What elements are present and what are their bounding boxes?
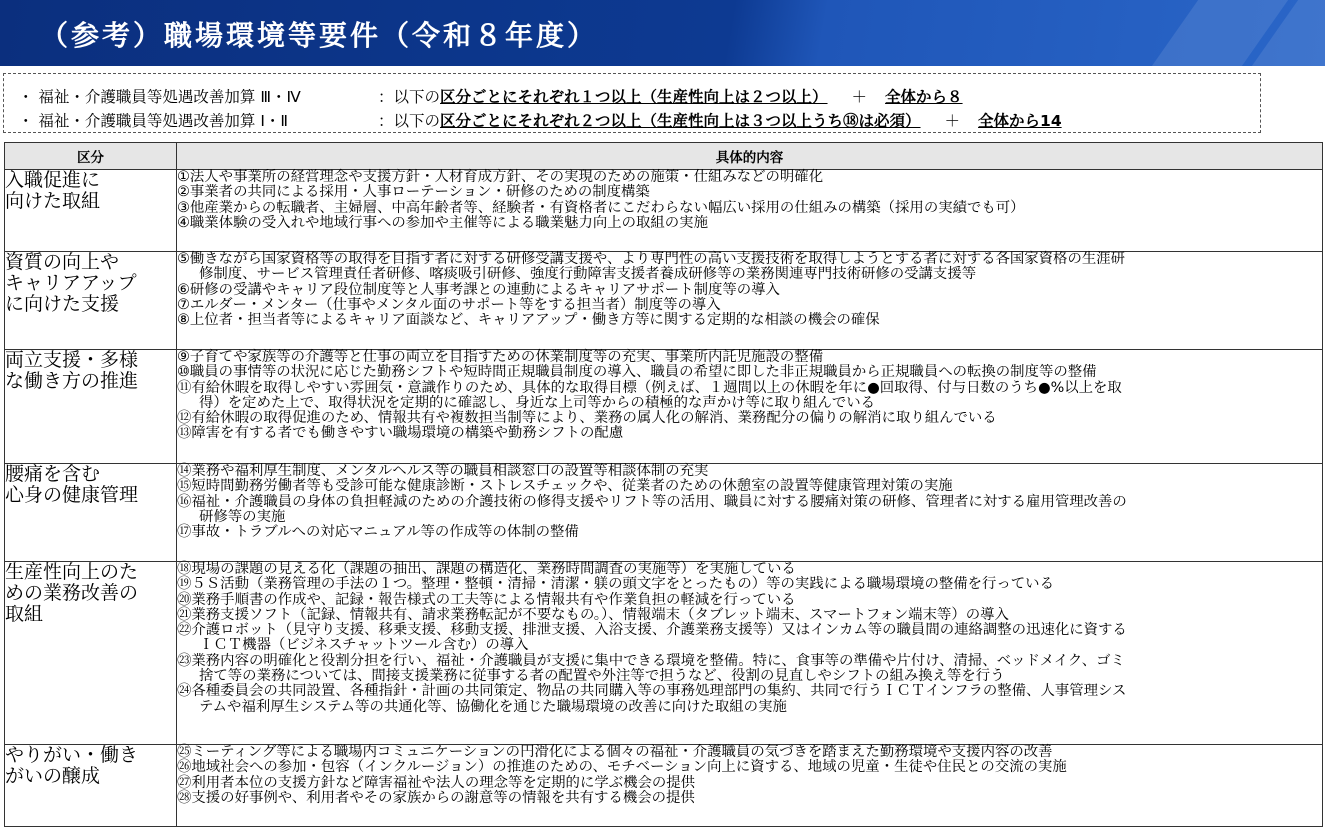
table-row [5,464,1323,562]
category-label: 向けた取組 [5,190,101,212]
list-item: ①法人や事業所の経営理念や支援方針・人材育成方針、その実現のための施策・仕組みなどの明確化 [177,169,824,185]
list-item: 修制度、サービス管理責任者研修、喀痰吸引研修、強度行動障害支援者養成研修等の業務関連専門技術研修の受講支援等 [199,266,977,283]
category-cell [5,252,177,350]
category-label: 両立支援・多様 [5,349,139,371]
category-label: 心身の健康管理 [5,484,139,506]
list-item: 研修等の実施 [199,508,286,525]
list-item: ⑤働きながら国家資格等の取得を目指す者に対する研修受講支援や、より専門性の高い支援技術を取得しようとする者に対する各国家資格の生涯研 [177,251,1126,267]
requirement-line [18,109,1062,131]
category-cell [5,170,177,252]
requirement-emphasis: 区分ごとにそれぞれ２つ以上（生産性向上は３つ以上うち⑱は必須） [440,112,921,130]
list-item: ⑯福祉・介護職員の身体の負担軽減のための介護技術の修得支援やリフト等の活用、職員に対する腰痛対策の研修、管理者に対する雇用管理改善の [177,493,1127,510]
category-cell [5,350,177,464]
list-item: ⑥研修の受講やキャリア段位制度等と人事考課との連動によるキャリアサポート制度等の導入 [177,281,780,298]
table-row [5,252,1323,350]
list-item: ⑪有給休暇を取得しやすい雰囲気・意識作りのため、具体的な取得目標（例えば、１週間以上の休暇を年に●回取得、付与日数のうち●%以上を取 [177,379,1122,396]
requirement-plus: ＋ [944,112,961,130]
list-item: ＩＣＴ機器（ビジネスチャットツール含む）の導入 [199,637,529,654]
list-item: ㉗利用者本位の支援方針など障害福祉や法人の理念等を定期的に学ぶ機会の提供 [177,774,696,791]
table-row [5,170,1323,252]
table-row [5,562,1323,745]
list-item: ⑦エルダー・メンター（仕事やメンタル面のサポート等をする担当者）制度等の導入 [177,296,721,313]
list-item: ㉔各種委員会の共同設置、各種指針・計画の共同策定、物品の共同購入等の事務処理部門の集約、共同で行うＩＣＴインフラの整備、人事管理シス [177,683,1127,700]
list-item: ⑩職員の事情等の状況に応じた勤務シフトや短時間正規職員制度の導入、職員の希望に即した非正規職員から正規職員への転換の制度等の整備 [177,364,1097,381]
list-item: ㉕ミーティング等による職場内コミュニケーションの円滑化による個々の福祉・介護職員の気づきを踏まえた勤務環境や支援内容の改善 [177,744,1053,760]
content-cell [177,350,1323,464]
category-label: 資質の向上や [5,251,120,273]
list-item: ⑰事故・トラブルへの対応マニュアル等の作成等の体制の整備 [177,524,579,541]
page-header [0,0,1325,66]
table-row [5,745,1323,827]
list-item: ②事業者の共同による採用・人事ローテーション・研修のための制度構築 [177,184,650,201]
requirement-line [18,85,963,107]
category-cell [5,464,177,562]
list-item: ⑲５Ｓ活動（業務管理の手法の１つ。整理・整頓・清掃・清潔・躾の頭文字をとったもの）等の実践による職場環境の整備を行っている [177,576,1054,593]
category-label: やりがい・働き [5,744,139,766]
content-cell [177,464,1323,562]
page-title: （参考）職場環境等要件（令和８年度） [40,19,599,52]
requirement-plus: ＋ [851,88,868,106]
list-item: ⑨子育てや家族等の介護等と仕事の両立を目指すための休業制度等の充実、事業所内託児施設の整備 [177,349,824,365]
list-item: ㉑業務支援ソフト（記録、情報共有、請求業務転記が不要なもの。）、情報端末（タブレット端末、スマートフォン端末等）の導入 [177,606,1009,623]
requirement-label: ・ 福祉・介護職員等処遇改善加算 Ⅰ・Ⅱ [18,112,289,130]
category-cell [5,562,177,745]
category-label: に向けた支援 [5,293,120,315]
category-label: 腰痛を含む [5,463,101,485]
list-item: ⑧上位者・担当者等によるキャリア面談など、キャリアアップ・働き方等に関する定期的な相談の機会の確保 [177,312,880,329]
list-item: ⑳業務手順書の作成や、記録・報告様式の工夫等による情報共有や作業負担の軽減を行っている [177,591,796,608]
requirement-colon: ：以下の [378,112,441,130]
list-item: 捨て等の業務については、間接支援業務に従事する者の配置や外注等で担うなど、役割の見直しやシフトの組み換え等を行う [199,668,1005,685]
list-item: ③他産業からの転職者、主婦層、中高年齢者等、経験者・有資格者にこだわらない幅広い採用の仕組みの構築（採用の実績でも可） [177,199,1025,216]
category-label: めの業務改善の [5,582,139,604]
category-label: キャリアアップ [5,272,137,294]
list-item: 得）を定めた上で、取得状況を定期的に確認し、身近な上司等からの積極的な声かけ等に取り組んでいる [199,394,876,411]
table-row [5,350,1323,464]
category-label: 取組 [5,603,44,625]
list-item: ⑬障害を有する者でも働きやすい職場環境の構築や勤務シフトの配慮 [177,425,624,442]
list-item: ⑱現場の課題の見える化（課題の抽出、課題の構造化、業務時間調査の実施等）を実施している [177,561,796,577]
category-label: がいの醸成 [5,765,101,787]
list-item: テムや福利厚生システム等の共通化等、協働化を通じた職場環境の改善に向けた取組の実施 [199,698,787,715]
requirements-box [3,73,1261,133]
list-item: ㉓業務内容の明確化と役割分担を行い、福祉・介護職員が支援に集中できる環境を整備。特に、食事等の準備や片付け、清掃、ベッドメイク、ゴミ [177,652,1125,669]
table-header-row [5,143,1323,170]
requirements-table [4,142,1323,827]
requirement-label: ・ 福祉・介護職員等処遇改善加算 Ⅲ・Ⅳ [18,88,301,106]
table-body [5,170,1323,827]
category-cell [5,745,177,827]
header-content: 具体的内容 [177,143,1323,170]
list-item: ⑮短時間勤務労働者等も受診可能な健康診断・ストレスチェックや、従業者のための休憩室の設置等健康管理対策の実施 [177,478,953,495]
category-label: 生産性向上のた [5,561,139,583]
list-item: ⑫有給休暇の取得促進のため、情報共有や複数担当制等により、業務の属人化の解消、業務配分の偏りの解消に取り組んでいる [177,410,997,427]
content-cell [177,252,1323,350]
content-cell [177,562,1323,745]
category-label: 入職促進に [5,169,101,191]
content-cell [177,745,1323,827]
content-cell [177,170,1323,252]
requirement-emphasis: 区分ごとにそれぞれ１つ以上（生産性向上は２つ以上） [440,88,828,106]
list-item: ㉒介護ロボット（見守り支援、移乗支援、移動支援、排泄支援、入浴支援、介護業務支援等）又はインカム等の職員間の連絡調整の迅速化に資する [177,622,1127,639]
list-item: ⑭業務や福利厚生制度、メンタルヘルス等の職員相談窓口の設置等相談体制の充実 [177,463,709,479]
list-item: ㉘支援の好事例や、利用者やその家族からの謝意等の情報を共有する機会の提供 [177,789,695,806]
list-item: ㉖地域社会への参加・包容（インクルージョン）の推進のための、モチベーション向上に資する、地域の児童・生徒や住民との交流の実施 [177,759,1067,776]
requirement-total: 全体から８ [885,88,963,106]
requirement-colon: ：以下の [378,88,441,106]
category-label: な働き方の推進 [5,370,139,392]
list-item: ④職業体験の受入れや地域行事への参加や主催等による職業魅力向上の取組の実施 [177,214,708,231]
header-category: 区分 [5,143,177,170]
requirement-total: 全体から14 [978,112,1062,130]
